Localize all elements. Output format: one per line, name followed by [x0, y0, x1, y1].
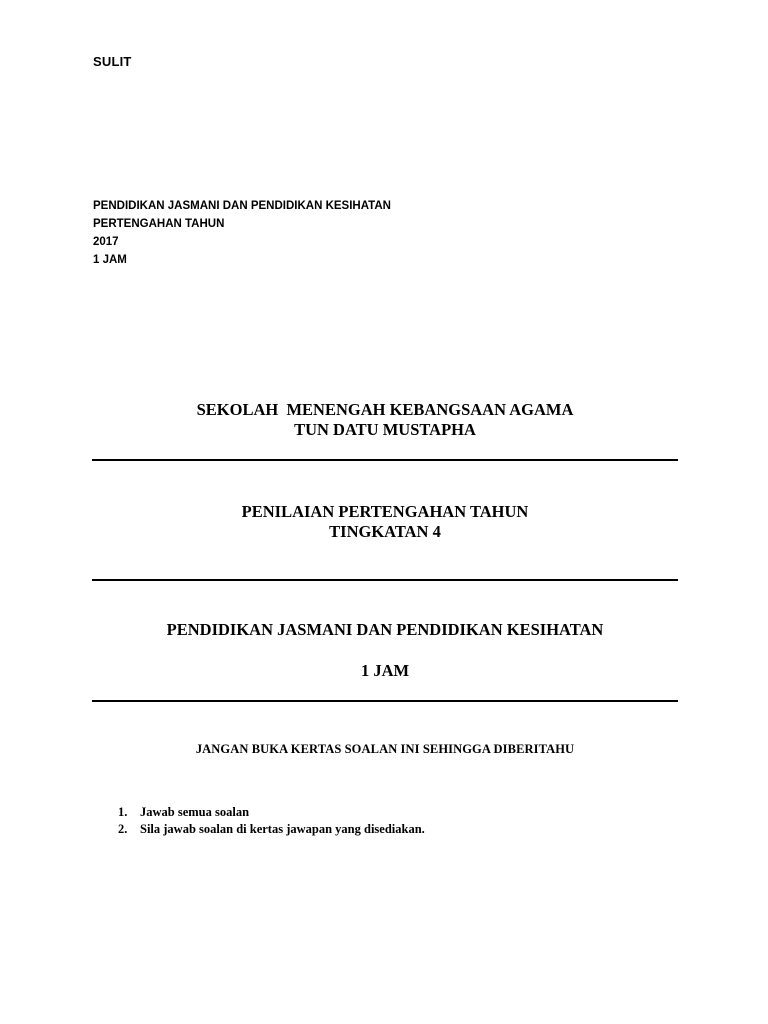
subject-duration: 1 JAM: [360, 661, 410, 680]
school-name-line2: TUN DATU MUSTAPHA: [294, 420, 476, 439]
school-name-line1: SEKOLAH MENENGAH KEBANGSAAN AGAMA: [196, 400, 574, 419]
school-name: [92, 400, 678, 440]
assessment-title: [92, 502, 678, 542]
instructions-list: [118, 804, 425, 838]
warning-notice: JANGAN BUKA KERTAS SOALAN INI SEHINGGA DIBERITAHU: [195, 742, 575, 756]
subject-title: PENDIDIKAN JASMANI DAN PENDIDIKAN KESIHATAN: [166, 620, 604, 639]
instruction-number: 2.: [118, 822, 128, 836]
meta-subject: PENDIDIKAN JASMANI DAN PENDIDIKAN KESIHATAN: [93, 200, 391, 212]
divider-rule: [92, 579, 678, 581]
assessment-line2: TINGKATAN 4: [329, 522, 441, 541]
divider-rule: [92, 459, 678, 461]
meta-duration: 1 JAM: [93, 254, 127, 266]
list-item: [118, 821, 425, 838]
instruction-number: 1.: [118, 805, 128, 819]
classification-label: SULIT: [93, 54, 132, 69]
exam-meta: [93, 197, 391, 269]
instruction-text: Jawab semua soalan: [140, 805, 250, 819]
meta-year: 2017: [93, 236, 119, 248]
list-item: [118, 804, 425, 821]
instruction-text: Sila jawab soalan di kertas jawapan yang disediakan.: [140, 822, 425, 836]
meta-term: PERTENGAHAN TAHUN: [93, 218, 225, 230]
assessment-line1: PENILAIAN PERTENGAHAN TAHUN: [241, 502, 529, 521]
divider-rule: [92, 700, 678, 702]
